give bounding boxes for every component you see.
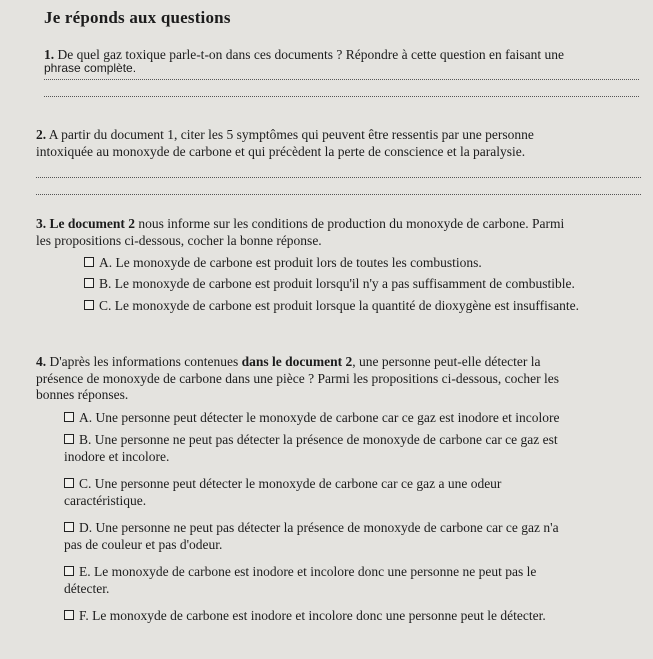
question-4 [36, 353, 540, 370]
question-3-option-b[interactable]: B. Le monoxyde de carbone est produit lorsqu'il n'y a pas suffisamment de combustible. [84, 275, 575, 292]
question-3-text-line2: les propositions ci-dessous, cocher la bonne réponse. [36, 233, 322, 248]
question-4-option-c-line2: caractéristique. [64, 493, 147, 508]
question-2-text-line2: intoxiquée au monoxyde de carbone et qui précèdent la perte de conscience et la paralysie. [36, 144, 526, 159]
question-4-text-line3: bonnes réponses. [36, 387, 129, 402]
question-4-text-a: D'après les informations contenues [49, 354, 239, 369]
question-4-text-line2: présence de monoxyde de carbone dans une pièce ? Parmi les propositions ci-dessous, cocher les [36, 371, 559, 386]
answer-line[interactable] [44, 96, 639, 97]
question-4-option-b-line2: inodore et incolore. [64, 449, 170, 464]
question-4-option-b[interactable]: B. Une personne ne peut pas détecter la présence de monoxyde de carbone car ce gaz est [64, 431, 558, 448]
answer-line[interactable] [44, 79, 639, 80]
question-4-number: 4. [36, 354, 47, 369]
question-1-text: De quel gaz toxique parle-t-on dans ces documents ? Répondre à cette question en faisant une [57, 47, 564, 62]
checkbox[interactable] [64, 434, 74, 444]
question-4-option-c[interactable]: C. Une personne peut détecter le monoxyde de carbone car ce gaz a une odeur [64, 475, 501, 492]
question-4-option-d[interactable]: D. Une personne ne peut pas détecter la présence de monoxyde de carbone car ce gaz n'a [64, 519, 559, 536]
question-4-option-f[interactable]: F. Le monoxyde de carbone est inodore et incolore donc une personne peut le détecter. [64, 607, 546, 624]
checkbox[interactable] [64, 522, 74, 532]
question-3-option-a[interactable]: A. Le monoxyde de carbone est produit lors de toutes les combustions. [84, 254, 482, 271]
checkbox[interactable] [84, 257, 94, 267]
question-3-option-c[interactable]: C. Le monoxyde de carbone est produit lorsque la quantité de dioxygène est insuffisante. [84, 297, 579, 314]
question-2-text: A partir du document 1, citer les 5 symptômes qui peuvent être ressentis par une personne [48, 127, 534, 142]
answer-line[interactable] [36, 194, 641, 195]
checkbox[interactable] [64, 478, 74, 488]
checkbox[interactable] [64, 412, 74, 422]
question-4-option-a[interactable]: A. Une personne peut détecter le monoxyde de carbone car ce gaz est inodore et incolore [64, 409, 560, 426]
question-4-option-d-line2: pas de couleur et pas d'odeur. [64, 537, 223, 552]
page-title: Je réponds aux questions [44, 8, 231, 27]
question-2-number: 2. [36, 127, 47, 142]
question-3 [36, 215, 564, 232]
question-3-document-ref: Le document 2 [49, 216, 135, 231]
question-1-number: 1. [44, 47, 55, 62]
question-4-option-e-line2: détecter. [64, 581, 110, 596]
question-1-text-line2: phrase complète. [44, 61, 137, 75]
checkbox[interactable] [84, 300, 94, 310]
checkbox[interactable] [64, 566, 74, 576]
question-4-text-b: , une personne peut-elle détecter la [352, 354, 541, 369]
checkbox[interactable] [64, 610, 74, 620]
answer-line[interactable] [36, 177, 641, 178]
question-3-text: nous informe sur les conditions de production du monoxyde de carbone. Parmi [138, 216, 565, 231]
question-4-option-e[interactable]: E. Le monoxyde de carbone est inodore et incolore donc une personne ne peut pas le [64, 563, 536, 580]
question-2 [36, 126, 534, 143]
checkbox[interactable] [84, 278, 94, 288]
question-3-number: 3. [36, 216, 47, 231]
question-4-document-ref: dans le document 2 [241, 354, 353, 369]
